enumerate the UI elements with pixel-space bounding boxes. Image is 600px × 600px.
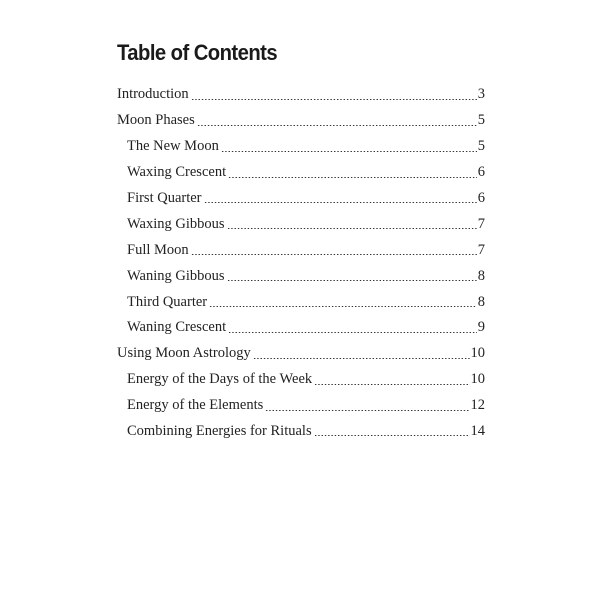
toc-entry-page-number: 3: [477, 86, 485, 103]
toc-entry-label: Waxing Gibbous: [127, 215, 225, 232]
toc-entry-page-number: 14: [470, 423, 485, 440]
toc-entry-page-number: 6: [477, 164, 485, 181]
dot-leader: [265, 410, 469, 411]
toc-entry-label: Full Moon: [127, 241, 189, 258]
dot-leader: [221, 151, 477, 152]
dot-leader: [227, 228, 477, 229]
toc-entry-label: Energy of the Elements: [127, 397, 264, 414]
toc-entry: [117, 419, 485, 445]
toc-entry-page-number: 7: [477, 241, 485, 258]
toc-entry: [117, 134, 485, 160]
dot-leader: [191, 254, 477, 255]
dot-leader: [228, 177, 477, 178]
dot-leader: [314, 435, 470, 436]
toc-entry: [117, 289, 485, 315]
toc-entry-label: Waning Crescent: [127, 319, 227, 336]
toc-entry: [117, 211, 485, 237]
toc-entry-page-number: 10: [470, 345, 485, 362]
toc-entry-page-number: 9: [477, 319, 485, 336]
toc-entry-label: Using Moon Astrology: [117, 345, 251, 362]
toc-entry-label: Waxing Crescent: [127, 164, 227, 181]
toc-entry: [117, 186, 485, 212]
toc-entry-page-number: 8: [477, 293, 485, 310]
toc-entry-page-number: 10: [470, 371, 485, 388]
toc-entry-page-number: 7: [477, 215, 485, 232]
toc-entry-label: Third Quarter: [127, 293, 208, 310]
dot-leader: [191, 99, 477, 100]
dot-leader: [253, 358, 470, 359]
toc-entry-page-number: 6: [477, 190, 485, 206]
dot-leader: [228, 332, 477, 333]
dot-leader: [204, 202, 477, 203]
toc-entry-page-number: 12: [470, 397, 485, 414]
toc-entry-page-number: 8: [477, 267, 485, 284]
toc-entry-label: Energy of the Days of the Week: [127, 371, 313, 388]
toc-entry: [117, 341, 485, 367]
toc-entry: [117, 263, 485, 289]
dot-leader: [227, 280, 477, 281]
toc-entry: [117, 108, 485, 134]
toc-entry: [117, 237, 485, 263]
toc-entry-page-number: 5: [477, 138, 485, 155]
table-of-contents: [117, 82, 485, 444]
toc-entry-label: First Quarter: [127, 190, 202, 206]
toc-entry: [117, 315, 485, 341]
toc-entry-label: Introduction: [117, 86, 189, 103]
dot-leader: [197, 125, 477, 126]
toc-entry: [117, 367, 485, 393]
toc-entry-label: The New Moon: [127, 138, 219, 155]
toc-entry: [117, 160, 485, 186]
page-title: Table of Contents: [117, 40, 278, 65]
toc-entry: [117, 82, 485, 108]
dot-leader: [209, 306, 477, 307]
toc-entry: [117, 393, 485, 419]
toc-entry-label: Waning Gibbous: [127, 267, 225, 284]
toc-entry-page-number: 5: [477, 112, 485, 129]
toc-entry-label: Combining Energies for Rituals: [127, 423, 312, 440]
toc-entry-label: Moon Phases: [117, 112, 195, 129]
dot-leader: [314, 384, 469, 385]
